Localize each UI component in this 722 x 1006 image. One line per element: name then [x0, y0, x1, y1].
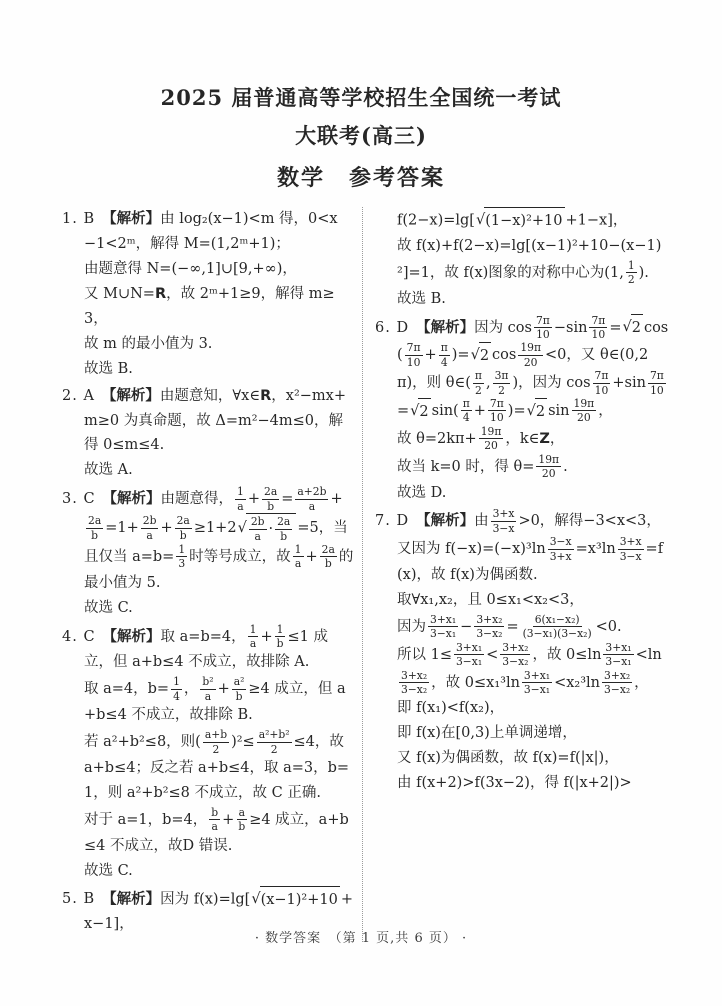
fraction	[521, 613, 594, 641]
fraction-denominator: 10	[536, 328, 550, 342]
radical-icon: √	[475, 212, 486, 229]
solution-line: 即 f(x)在[0,3)上单调递增，	[397, 725, 577, 742]
fraction-numerator: 2a	[321, 542, 335, 556]
bold-text: 【解析】	[416, 319, 475, 336]
fraction-numerator: 2b	[142, 514, 157, 528]
fraction-denominator: 10	[490, 411, 504, 425]
right-column	[375, 207, 671, 942]
fraction-denominator: 3−x₂	[604, 682, 631, 696]
fraction-denominator: a	[249, 637, 257, 651]
radicand: 2	[479, 342, 491, 369]
fraction	[141, 514, 159, 542]
radical-icon: √	[237, 519, 247, 536]
sqrt-expression	[471, 342, 491, 369]
fraction-denominator: 2	[270, 742, 278, 756]
fraction-numerator: a²+b²	[258, 728, 290, 742]
solution-line: 故选 B.	[397, 290, 446, 307]
fraction-numerator: 3π	[494, 369, 509, 383]
fraction-numerator: 3+x₂	[502, 640, 529, 654]
fraction-numerator: 7π	[489, 397, 504, 411]
fraction-denominator: 2	[212, 742, 220, 756]
fraction-numerator: 2b	[250, 515, 265, 529]
solution-line: 故当 k=0 时，得 θ= $\frac{19\pi}{20}$ .	[397, 452, 568, 481]
sqrt-expression	[410, 398, 430, 425]
fraction	[209, 806, 220, 834]
solution-item-4C	[62, 623, 354, 884]
solution-line: 由 f(x+2)>f(3x−2)，得 f(|x+2|)>	[397, 775, 632, 792]
fraction	[275, 623, 286, 651]
fraction-denominator: 10	[594, 383, 609, 397]
fraction	[203, 728, 229, 756]
answer-label: 3. C	[62, 491, 96, 508]
fraction-denominator: 20	[523, 355, 538, 369]
fraction-denominator: 2	[475, 383, 482, 397]
bold-text: Z	[539, 430, 550, 447]
fraction-numerator: a+2b	[297, 485, 327, 499]
fraction-denominator: a	[146, 528, 153, 542]
fraction-denominator: 4	[462, 411, 470, 425]
fraction-numerator: 1	[178, 542, 186, 556]
bold-text: R	[154, 285, 167, 302]
fraction	[200, 675, 215, 703]
answer-label: 5. B	[62, 890, 96, 907]
fraction	[439, 341, 450, 369]
fraction	[248, 623, 259, 651]
solution-line: 7. D 【解析】由 $\frac{3+x}{3-x}$ >0，解得−3<x<3，又因为 f(−x)=(−x)³ln $\frac{3-x}{3+x}$ =x³ln $\frac{3+x}{3-x}$ =f(x)，故 f(x)为偶函数.	[375, 507, 664, 584]
fraction	[493, 369, 511, 397]
fraction-denominator: 3−x₂	[502, 655, 529, 669]
solution-line: 故选 C.	[84, 862, 133, 879]
fraction	[454, 641, 484, 669]
solution-line: 故选 D.	[397, 484, 447, 501]
footer-text: · 数学答案 （第 1 页,共 6 页） ·	[254, 931, 468, 946]
fraction-numerator: 7π	[594, 369, 609, 383]
fraction	[648, 369, 666, 397]
fraction-denominator: 3−x₁	[605, 655, 632, 669]
fraction	[500, 641, 530, 669]
fraction-denominator: b	[324, 557, 332, 571]
fraction-denominator: a	[237, 499, 244, 513]
fraction-numerator: 1	[249, 622, 257, 636]
bold-text: 【解析】	[102, 491, 161, 508]
fraction	[589, 314, 607, 342]
solution-line: 对于 a=1，b=4， $\frac{b}{a}$ + $\frac{a}{b}$ ≥4 成立，a+b≤4 不成立，故D 错误.	[84, 805, 349, 854]
fraction	[488, 397, 506, 425]
fraction-numerator: 19π	[520, 341, 542, 355]
fraction-numerator: 1	[294, 542, 302, 556]
fraction	[275, 515, 292, 543]
fraction	[262, 485, 279, 513]
fraction-denominator: b	[235, 689, 243, 703]
fraction	[602, 669, 632, 697]
fraction	[86, 514, 103, 542]
solution-line: 若 a²+b²≤8，则( $\frac{a+b}{2}$ )²≤ $\frac{\text{a²+b²}}{2}$ ≤4，故 a+b≤4；反之若 a+b≤4，取 a=3，b=1，则 a²+b²≤8 不成立，故 C 正确.	[84, 728, 350, 801]
fraction-numerator: 3−x	[549, 535, 572, 549]
solution-item-6D	[375, 314, 671, 506]
fraction	[536, 453, 561, 481]
bold-text: 【解析】	[101, 387, 160, 404]
fraction-denominator: 3+x	[549, 549, 572, 563]
fraction	[295, 485, 328, 513]
document-header	[0, 0, 722, 192]
solution-line: 由题意得 N=(−∞,1]∪[9,+∞)，	[84, 260, 297, 277]
fraction-numerator: π	[474, 369, 482, 383]
sqrt-expression	[238, 513, 297, 543]
fraction-denominator: b	[280, 529, 288, 543]
answer-label: 1. B	[62, 211, 96, 227]
solution-line: 取 a=4，b= $\frac{1}{4}$ ， $\frac{\text{b²}}{a}$ + $\frac{\text{a²}}{b}$ ≥4 成立，但 a+b≤4 不成立，故排除 B.	[84, 675, 346, 724]
fraction-denominator: 20	[541, 467, 556, 481]
solution-line: 故 θ=2kπ+ $\frac{19\pi}{20}$ ，k∈Z，	[397, 424, 565, 453]
radicand: 2	[631, 314, 643, 341]
answer-label: 6. D	[375, 319, 410, 336]
solution-line: 故选 A.	[84, 462, 133, 479]
solution-line: 1. B 【解析】由 log₂(x−1)<m 得，0<x−1<2ᵐ，解得 M=(1,2ᵐ+1)；	[62, 211, 338, 252]
fraction-denominator: 3−x₂	[401, 682, 428, 696]
fraction-numerator: 7π	[535, 313, 550, 327]
sqrt-expression	[527, 398, 547, 425]
fraction-denominator: 2	[498, 383, 505, 397]
fraction-denominator: a	[254, 529, 261, 543]
solution-line: 5. B 【解析】因为 f(x)=lg[ √ (x−1)²+10 +x−1]，	[84, 886, 354, 938]
radical-icon: √	[410, 402, 420, 419]
solution-line: 故选 B.	[84, 360, 133, 377]
fraction-numerator: 6(x₁−x₂)	[534, 612, 580, 626]
fraction	[474, 613, 504, 641]
fraction-numerator: a²	[233, 675, 245, 689]
fraction-denominator: 3−x₁	[523, 682, 551, 696]
fraction-denominator: 4	[440, 355, 448, 369]
fraction-denominator: 3−x₂	[476, 627, 503, 641]
solution-line: f(2−x)=lg[ √ (1−x)²+10 +1−x]，	[397, 207, 671, 234]
solution-line: 4. C 【解析】取 a=b=4， $\frac{1}{a}$ + $\frac{1}{b}$ ≤1 成立，但 a+b≤4 不成立，故排除 A.	[62, 622, 328, 671]
fraction-numerator: 19π	[538, 452, 560, 466]
fraction-numerator: 19π	[573, 397, 595, 411]
fraction-denominator: 10	[406, 355, 421, 369]
radicand: 2	[535, 398, 547, 425]
radicand: $\frac{2b}{a}$ · $\frac{2a}{b}$	[246, 513, 297, 543]
fraction	[491, 507, 517, 535]
fraction-numerator: 2a	[88, 514, 102, 528]
fraction-denominator: 3	[178, 557, 186, 571]
solution-line: 又 M∪N=R，故 2ᵐ+1≥9，解得 m≥3，	[84, 285, 335, 327]
answer-label: 7. D	[375, 513, 410, 530]
fraction	[473, 369, 484, 397]
fraction-numerator: a	[238, 805, 245, 819]
fraction	[618, 535, 644, 563]
fraction-numerator: π	[440, 341, 448, 355]
fraction-denominator: 3−x₁	[430, 627, 457, 641]
fraction-numerator: b²	[202, 675, 214, 689]
fraction	[534, 314, 552, 342]
fraction-numerator: 3+x₁	[605, 640, 632, 654]
fraction	[399, 669, 429, 697]
fraction-denominator: 4	[173, 689, 180, 703]
fraction-denominator: 20	[484, 439, 498, 453]
answer-label: 2. A	[62, 387, 95, 404]
fraction-numerator: 7π	[649, 369, 664, 383]
fraction-numerator: 1	[627, 258, 635, 272]
bold-text: 【解析】	[416, 513, 475, 530]
answer-label: 4. C	[62, 628, 96, 645]
radical-icon: √	[251, 890, 261, 907]
fraction	[428, 613, 458, 641]
bold-text: 【解析】	[102, 890, 161, 907]
fraction-denominator: 20	[577, 411, 591, 425]
solution-item-1B	[62, 207, 354, 382]
fraction-denominator: 10	[591, 328, 606, 342]
fraction	[257, 728, 292, 756]
fraction-denominator: a	[308, 499, 316, 513]
fraction-numerator: 19π	[480, 424, 502, 438]
fraction	[461, 397, 472, 425]
fraction-denominator: 2	[627, 273, 635, 287]
fraction-numerator: 7π	[591, 313, 606, 327]
solution-line: 2. A 【解析】由题意知，∀x∈R，x²−mx+m≥0 为真命题，故 Δ=m²−4m≤0，解得 0≤m≤4.	[62, 387, 346, 454]
fraction	[232, 675, 247, 703]
fraction-numerator: 3+x	[492, 507, 515, 521]
fraction-denominator: 10	[650, 383, 664, 397]
fraction-denominator: 3−x₁	[455, 655, 483, 669]
fraction-numerator: 2a	[264, 485, 278, 499]
radicand: 2	[418, 398, 430, 425]
sqrt-expression	[622, 314, 642, 341]
fraction-denominator: a	[204, 689, 212, 703]
left-column	[62, 207, 354, 942]
solution-line: 即 f(x₁)<f(x₂)，	[397, 700, 505, 717]
fraction	[548, 535, 574, 563]
exam-subtitle: 大联考(高三)	[295, 123, 427, 148]
fraction	[522, 669, 552, 697]
fraction	[236, 806, 247, 834]
fraction	[593, 369, 611, 397]
fraction-denominator: a	[211, 820, 218, 834]
fraction	[293, 543, 304, 571]
fraction	[405, 341, 423, 369]
fraction-numerator: b	[211, 805, 219, 819]
fraction	[320, 543, 337, 571]
page-footer	[0, 927, 722, 946]
column-divider	[362, 207, 363, 942]
fraction-denominator: b	[238, 820, 246, 834]
exam-title: 2025 届普通高等学校招生全国统一考试	[160, 85, 562, 110]
bold-text: 【解析】	[102, 211, 161, 227]
fraction-numerator: 2a	[277, 515, 291, 529]
fraction-numerator: 1	[173, 675, 180, 689]
solution-line: 取∀x₁,x₂，且 0≤x₁<x₂<3，	[397, 592, 584, 608]
solution-line: 故选 C.	[84, 599, 133, 616]
sqrt-expression	[251, 886, 340, 913]
fraction-numerator: 3+x₂	[476, 612, 503, 626]
fraction-numerator: 7π	[406, 341, 421, 355]
fraction-denominator: a	[294, 557, 302, 571]
fraction-denominator: 3−x	[619, 549, 642, 563]
subject-answer-title: 数学 参考答案	[276, 166, 445, 191]
fraction	[572, 397, 597, 425]
fraction-denominator: b	[267, 499, 275, 513]
radical-icon: √	[622, 319, 632, 336]
solution-line: 又 f(x)为偶函数，故 f(x)=f(|x|)，	[397, 750, 619, 767]
solution-line: 因为 $\frac{\text{3+x₁}}{\text{3−x₁}}$ − $\frac{\text{3+x₂}}{\text{3−x₂}}$ = $\frac{\text{6(x₁−x₂)}}{\text{(3−x₁)(3−x₂)}}$ <0.	[397, 612, 622, 641]
fraction-denominator: b	[179, 528, 187, 542]
solutions-body	[0, 207, 722, 942]
solution-line: 3. C 【解析】由题意得， $\frac{1}{a}$ + $\frac{2a}{b}$ = $\frac{a+2b}{a}$ + $\frac{2a}{b}$ =1+ $\frac{2b}{a}$ + $\frac{2a}{b}$ ≥1+2 √ $\frac{2b}{a}$ · $\frac{2a}{b}$ =5，当且仅当 a=b= $\frac{1}{3}$ 时等号成立，故 $\frac{1}{a}$ + $\frac{2a}{b}$ 的最小值为 5.	[62, 485, 354, 591]
fraction	[171, 675, 182, 703]
fraction-numerator: 3+x₁	[455, 640, 483, 654]
fraction-numerator: 2a	[176, 514, 190, 528]
fraction-denominator: (3−x₁)(3−x₂)	[522, 627, 592, 641]
solution-line: 所以 1≤ $\frac{\text{3+x₁}}{\text{3−x₁}}$ < $\frac{\text{3+x₂}}{\text{3−x₂}}$ ，故 0≤ln $\frac{\text{3+x₁}}{\text{3−x₁}}$ <ln $\frac{\text{3+x₂}}{\text{3−x₂}}$ ，故 0≤x₁³ln $\frac{\text{3+x₁}}{\text{3−x₁}}$ <x₂³ln $\frac{\text{3+x₂}}{\text{3−x₂}}$ ，	[397, 640, 662, 696]
fraction-numerator: 3+x	[619, 535, 642, 549]
fraction-denominator: b	[276, 637, 284, 651]
fraction	[175, 514, 192, 542]
solution-line: 故 f(x)+f(2−x)=lg[(x−1)²+10−(x−1)²]=1，故 f(x)图象的对称中心为(1, $\frac{1}{2}$ ).	[397, 237, 662, 287]
sqrt-expression	[476, 207, 565, 234]
fraction-denominator: b	[91, 528, 99, 542]
fraction-numerator: 3+x₁	[523, 668, 551, 682]
radicand: (1−x)²+10	[484, 207, 564, 234]
fraction-numerator: 3+x₁	[430, 612, 457, 626]
solution-line: 故 m 的最小值为 3.	[84, 335, 213, 352]
fraction-numerator: a+b	[204, 728, 228, 742]
fraction	[518, 341, 543, 369]
solution-item-7D	[375, 507, 671, 796]
fraction	[176, 543, 187, 571]
fraction-numerator: 1	[237, 485, 244, 499]
fraction-numerator: π	[462, 397, 470, 411]
solution-line: 6. D 【解析】因为 cos $\frac{7\pi}{10}$ −sin $\frac{7\pi}{10}$ = √ 2 cos( $\frac{7\pi}{10}$ + $\frac{\pi}{4}$ )= √ 2 cos $\frac{19\pi}{20}$ <0，又 θ∈(0,2π)，则 θ∈( $\frac{\pi}{2}$ , $\frac{3\pi}{2}$ )，因为 cos $\frac{7\pi}{10}$ +sin $\frac{7\pi}{10}$ = √ 2 sin( $\frac{\pi}{4}$ + $\frac{7\pi}{10}$ )= √ 2 sin $\frac{19\pi}{20}$ ，	[375, 313, 669, 425]
solution-item-3C	[62, 485, 354, 620]
fraction	[603, 641, 633, 669]
fraction-numerator: 3+x₂	[401, 668, 428, 682]
fraction	[479, 425, 504, 453]
solution-item-continuation	[375, 207, 671, 312]
radical-icon: √	[526, 402, 536, 419]
radicand: (x−1)²+10	[260, 886, 340, 913]
solution-item-2A	[62, 384, 354, 484]
fraction-numerator: 3+x₂	[604, 668, 631, 682]
fraction-denominator: 3−x	[492, 521, 515, 535]
fraction	[626, 259, 637, 287]
bold-text: R	[260, 387, 272, 404]
fraction-numerator: 1	[276, 622, 284, 636]
fraction	[249, 515, 267, 543]
fraction	[235, 485, 246, 513]
bold-text: 【解析】	[102, 628, 161, 645]
radical-icon: √	[470, 347, 480, 364]
